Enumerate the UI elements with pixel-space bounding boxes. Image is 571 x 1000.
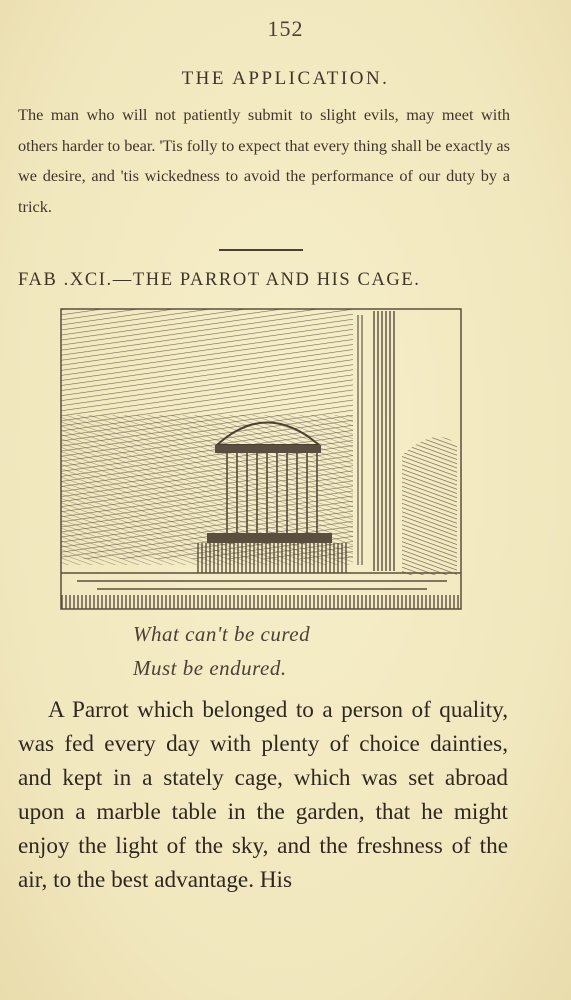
application-heading: THE APPLICATION. [181, 68, 390, 89]
fable-body-text: A Parrot which belonged to a person of quality, was fed every day with plenty of choice dainties, and kept in a stately cage, which was set abroad upon a marble table in the garden, that he might enjoy the light of the sky, and the freshness of the air, to the best advantage. His [18, 697, 508, 893]
moral-line-2: Must be endured. [133, 656, 287, 680]
section-divider [219, 249, 303, 251]
moral-line-1: What can't be cured [133, 622, 311, 646]
application-text: The man who will not patiently submit to slight evils, may meet with others harder to bear. 'Tis folly to expect that every thing shall be exactly as we desire, and 'tis wickedness to avoid the performance of our duty by a trick. [18, 105, 510, 216]
fable-title: FAB .XCI.—THE PARROT AND HIS CAGE. [18, 270, 421, 290]
woodcut-illustration [57, 305, 465, 615]
page-number: 152 [267, 16, 304, 41]
fable-body [18, 693, 508, 897]
